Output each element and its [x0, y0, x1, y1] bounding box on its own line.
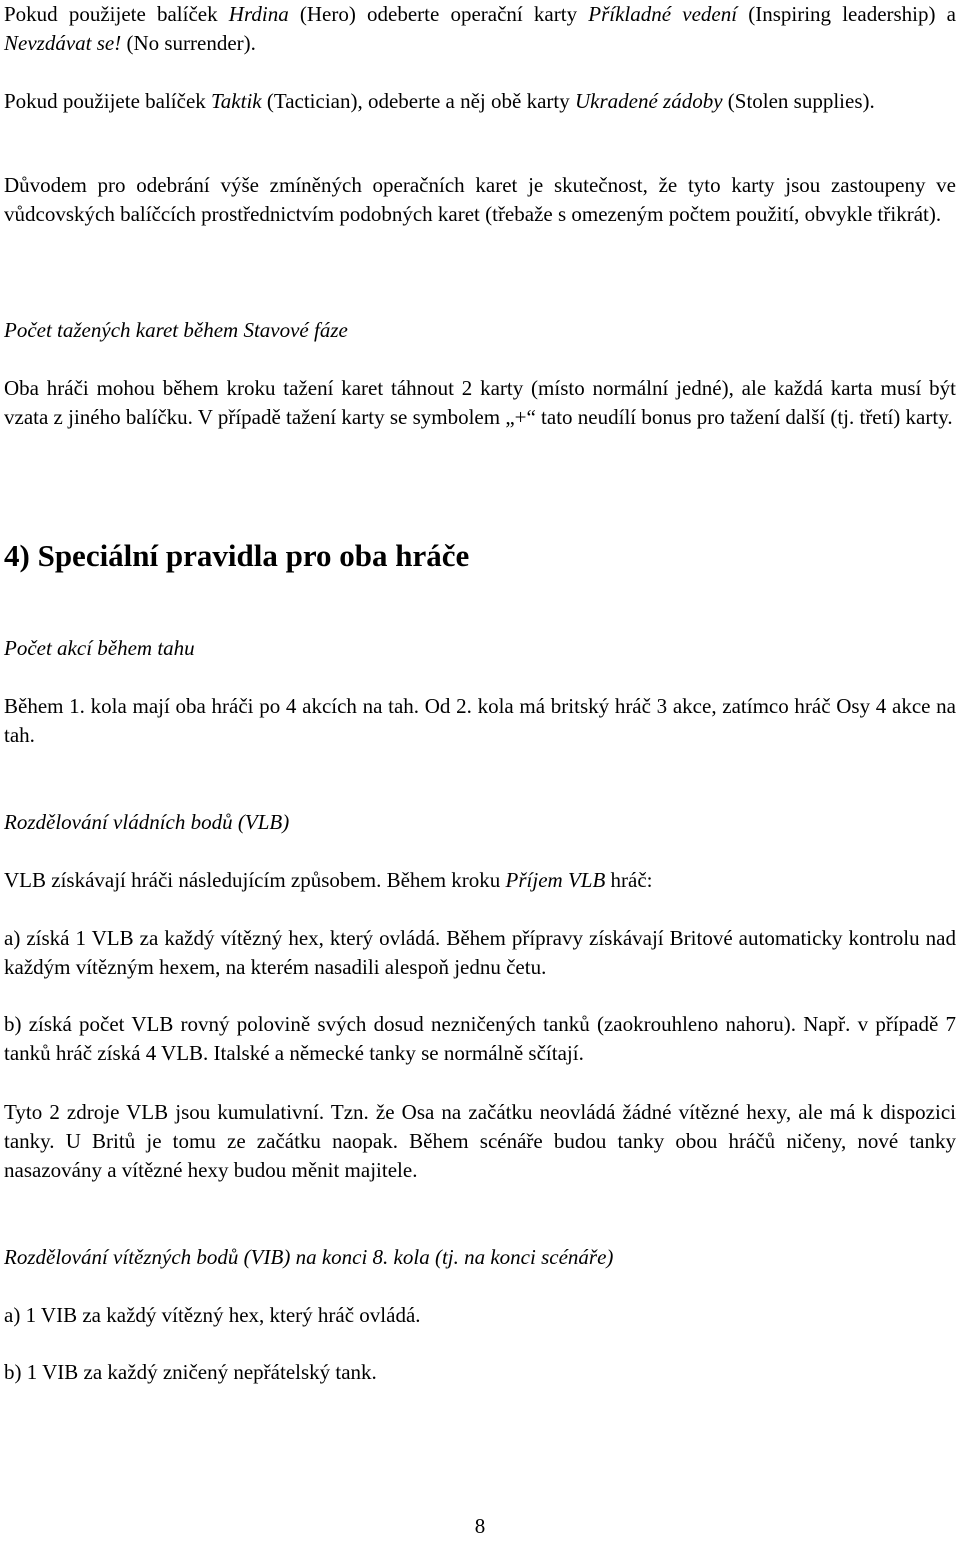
subheading-vib: Rozdělování vítězných bodů (VIB) na konci 8. kola (tj. na konci scénáře) — [4, 1245, 614, 1269]
paragraph-vlb-b: b) získá počet VLB rovný polovině svých dosud nezničených tanků (zaokrouhleno nahoru). Např. v případě 7 tanků hráč získá 4 VLB. Italské a německé tanky se normálně sčítají. — [4, 1012, 956, 1065]
text-run: (No surrender). — [121, 31, 256, 55]
paragraph-vib-a: a) 1 VIB za každý vítězný hex, který hráč ovládá. — [4, 1303, 421, 1327]
text-run: Pokud použijete balíček — [4, 89, 212, 113]
paragraph-vib-b: b) 1 VIB za každý zničený nepřátelský tank. — [4, 1360, 377, 1384]
text-run-italic: Ukradené zádoby — [574, 89, 723, 113]
text-run: hráč: — [605, 868, 653, 892]
paragraph-reason: Důvodem pro odebrání výše zmíněných operačních karet je skutečnost, že tyto karty jsou zastoupeny ve vůdcovských balíčcích prostřednictvím podobných karet (třebaže s omezeným počtem použití, obvykle třikrát). — [4, 173, 956, 226]
subheading-actions: Počet akcí během tahu — [4, 636, 195, 660]
subheading-draw-count: Počet tažených karet během Stavové fáze — [4, 318, 348, 342]
paragraph-draw-rules: Oba hráči mohou během kroku tažení karet táhnout 2 karty (místo normální jedné), ale každá karta musí být vzata z jiného balíčku. V případě tažení karty se symbolem „+“ tato neudílí bonus pro tažení další (tj. třetí) karty. — [4, 376, 956, 429]
text-run: (Inspiring leadership) a — [737, 2, 956, 26]
text-run-italic: Příkladné vedení — [588, 2, 738, 26]
text-run-italic: Příjem VLB — [505, 868, 606, 892]
text-run-italic: Nevzdávat se! — [4, 31, 122, 55]
text-run-italic: Hrdina — [228, 2, 289, 26]
paragraph-vlb-intro — [4, 866, 956, 895]
paragraph-actions: Během 1. kola mají oba hráči po 4 akcích na tah. Od 2. kola má britský hráč 3 akce, zatímco hráč Osy 4 akce na tah. — [4, 694, 956, 747]
section-title: 4) Speciální pravidla pro oba hráče — [4, 538, 470, 573]
paragraph-vlb-a: a) získá 1 VLB za každý vítězný hex, který ovládá. Během přípravy získávají Britové automaticky kontrolu nad každým vítězným hexem, na kterém nasadili alespoň jednu četu. — [4, 926, 956, 979]
paragraph-hero-deck — [4, 0, 956, 58]
subheading-vlb: Rozdělování vládních bodů (VLB) — [4, 810, 290, 834]
text-run: (Hero) odeberte operační karty — [288, 2, 589, 26]
paragraph-tactician-deck — [4, 87, 956, 116]
text-run: Pokud použijete balíček — [4, 2, 229, 26]
text-run: (Tactician), odeberte a něj obě karty — [261, 89, 575, 113]
document-page — [4, 0, 956, 1537]
text-run-italic: Taktik — [211, 89, 262, 113]
text-run: VLB získávají hráči následujícím způsobem. Během kroku — [4, 868, 506, 892]
text-run: (Stolen supplies). — [722, 89, 875, 113]
page-number: 8 — [474, 1514, 486, 1538]
paragraph-vlb-cumulative: Tyto 2 zdroje VLB jsou kumulativní. Tzn. že Osa na začátku neovládá žádné vítězné hexy, ale má k dispozici tanky. U Britů je tomu ze začátku naopak. Během scénáře budou tanky obou hráčů ničeny, nové tanky nasazovány a vítězné hexy budou měnit majitele. — [4, 1100, 956, 1182]
